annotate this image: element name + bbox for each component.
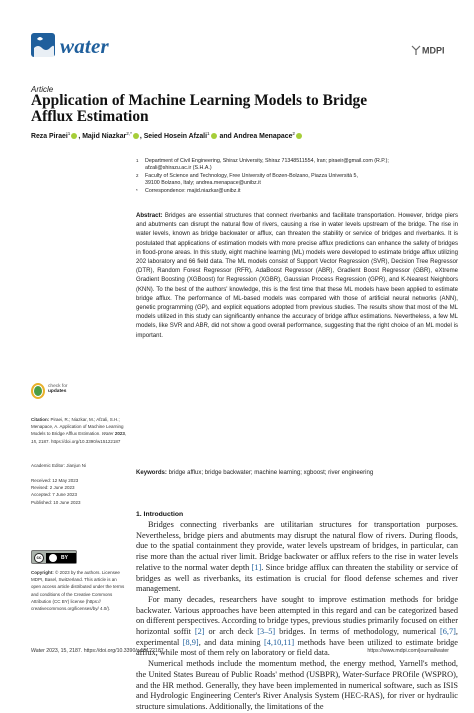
journal-name[interactable]: water (60, 34, 109, 58)
text-run: , and data mining (198, 637, 264, 647)
footer-journal: Water (31, 648, 45, 654)
affiliation-line: afzali@shirazu.ac.ir (S.H.A.) (145, 165, 212, 172)
affiliation-mark: * (136, 187, 138, 193)
affiliation-line: Department of Civil Engineering, Shiraz University, Shiraz 71348511554, Iran; piraeir@gmail.com (R.P.); (145, 158, 389, 164)
editor-name: Jianjun Ni (66, 463, 87, 468)
journal-header (0, 0, 474, 70)
academic-editor (31, 462, 127, 469)
citation-link[interactable]: [4,10,11] (263, 637, 295, 647)
date-published: Published: 10 June 2023 (31, 499, 81, 505)
check-updates-line-2: updates (48, 389, 67, 395)
cc-icon: cc (34, 553, 44, 563)
citation-link[interactable]: [8,9] (182, 637, 199, 647)
orcid-icon[interactable] (71, 133, 77, 139)
author-affil-sup: 1 (67, 131, 71, 136)
author-separator: , (139, 133, 142, 140)
abstract-label: Abstract: (136, 213, 163, 219)
citation-link[interactable]: [2] (194, 627, 205, 637)
text-run: For many decades, researchers have sought to improve estimation methods for bridge backwater. Various approaches have been attempted in this regard and can be categorized based on different perspectives. According to bridge types, previous studies primarily focused on either horizontal soffit (136, 594, 458, 637)
affiliation-mark: 2 (136, 172, 139, 178)
affiliation-1 (136, 158, 456, 173)
copyright-notice (31, 569, 127, 612)
affiliation-list (136, 158, 456, 195)
paragraph (136, 520, 458, 595)
orcid-icon[interactable] (296, 133, 302, 139)
by-label: BY (61, 555, 68, 561)
keywords-label: Keywords: (136, 470, 167, 476)
citation-doi[interactable]: , 2187. https://doi.org/10.3390/w15122187 (36, 438, 121, 444)
author-name[interactable]: Reza Piraei (31, 133, 68, 140)
keywords-text: bridge afflux; bridge backwater; machine learning; xgboost; river engineering (168, 470, 374, 476)
introduction-body (136, 520, 458, 713)
copyright-text: © 2023 by the authors. Licensee MDPI, Basel, Switzerland. This article is an open access article distributed under the terms and conditions of the Creative Commons Attribution (CC BY) license (https:// creativecommons.org/licenses/by/ 4.0/). (31, 570, 125, 612)
text-run: methods have been utilized to estimate bridge afflux, while most of them rely on laboratory or field data. (136, 637, 458, 658)
author-separator: and (217, 133, 232, 140)
copyright-label: Copyright: (31, 570, 54, 575)
citation-link[interactable]: [3–5] (257, 627, 276, 637)
text-run: , experimental (136, 627, 458, 647)
author-name[interactable]: Majid Niazkar (82, 133, 127, 140)
section-heading-introduction: 1. Introduction (136, 511, 184, 518)
author-name[interactable]: Andrea Menapace (233, 133, 293, 140)
orcid-icon[interactable] (133, 133, 139, 139)
author-separator: , (78, 133, 81, 140)
author-affil-sup: 1 (207, 131, 210, 136)
article-type: Article (31, 85, 54, 94)
citation-link[interactable]: [6,7] (440, 627, 456, 637)
check-updates-text (48, 384, 67, 395)
abstract (136, 212, 458, 341)
editor-label: Academic Editor: (31, 463, 66, 468)
paragraph: Numerical methods include the momentum method, the energy method, Yarnell's method, the United States Bureau of Public Roads' method (USBPR), Water-Surface PROfile (WSPRO), and the HR method. Generally, they have been implemented in numerical software, such as ISIS and Hydrologic Engineering Center's River Analysis System (HEC-RAS), for river or hydraulic structure simulations. Additionally, the limitations of the (136, 659, 458, 711)
water-logo-icon (31, 33, 55, 57)
text-run: bridges. In terms of methodology, numerical (275, 627, 440, 637)
citation-year: 2023 (114, 431, 125, 437)
footer-journal-url[interactable]: https://www.mdpi.com/journal/water (367, 648, 449, 654)
footer-citation-text[interactable]: 2023, 15, 2187. https://doi.org/10.3390/w15122187 (46, 648, 164, 654)
citation-journal: Water (101, 431, 114, 437)
keywords (136, 469, 458, 478)
orcid-icon[interactable] (211, 133, 217, 139)
date-received: Received: 12 May 2023 (31, 478, 79, 483)
date-revised: Revised: 2 June 2023 (31, 485, 75, 491)
title-line-1: Application of Machine Learning Models to Bridge (31, 92, 368, 109)
article-title (31, 93, 451, 125)
correspondence (136, 188, 456, 195)
citation-link[interactable]: [1] (251, 562, 262, 572)
date-accepted: Accepted: 7 June 2023 (31, 492, 78, 498)
text-run: Bridges connecting riverbanks are utilitarian structures for transportation purposes. Nevertheless, bridge piers and abutments may disrupt the natural flow of rivers. During floods, due to the spatial containment they provide, water levels upstream of bridges, in particular, can rise more than the actual river limit. Bridge backwater or afflux refers to the rise in water levels relative to the normal water depth (136, 520, 458, 572)
footer-citation (31, 648, 164, 654)
affiliation-mark: 1 (136, 158, 139, 163)
text-run: or arch deck (204, 627, 258, 637)
affiliation-2 (136, 173, 456, 188)
check-updates-line-1: check for (48, 384, 68, 389)
person-icon (49, 554, 57, 562)
affiliation-line: Faculty of Science and Technology, Free University of Bozen-Bolzano, Piazza Università 5, (145, 172, 358, 179)
correspondence-line: Correspondence: majid.niazkar@unibz.it (145, 187, 241, 194)
title-line-2: Afflux Estimation (31, 108, 149, 125)
cc-by-license-badge[interactable] (31, 550, 77, 564)
author-affil-sup: 2 (292, 131, 295, 136)
by-attribution (46, 553, 76, 563)
check-for-updates-button[interactable] (31, 383, 75, 401)
author-name[interactable]: Seied Hosein Afzali (143, 133, 208, 140)
mdpi-logo[interactable] (409, 43, 449, 57)
citation-block: Citation: Piraei, R.; Niazkar, M.; Afzali, S.H.; Menapace, A. Application of Machine Learning Models to Bridge Afflux Estimation. Water 2023, 15, 2187. https://doi.org/10.3390/w15122187 (31, 417, 127, 444)
abstract-text: Bridges are essential structures that connect riverbanks and facilitate transportation. However, bridge piers and abutments can disrupt the natural flow of rivers, causing a rise in water levels upstream of the bridge. The rise in water levels, known as bridge backwater or afflux, can threaten the stability or service of bridges and riverbanks. It is postulated that applications of estimation models with more precise afflux predictions can enhance the safety of bridges in flood-prone areas. In this study, eight machine learning (ML) models were developed to estimate bridge afflux utilizing 202 laboratory and 66 field data. The ML models consist of Support Vector Regression (SVR), Decision Tree Regressor (DTR), Random Forest Regressor (RFR), AdaBoost Regressor (ABR), Gradient Boost Regressor (GBR), eXtreme Gradient Boosting (XGBoost) for Regression (XGBR), Gaussian Process Regression (GPR), and K-Nearest Neighbors (KNN). To the best of the authors' knowledge, this is the first time that these ML models have been applied to estimate bridge afflux. The performance of ML-based models was compared with those of artificial neural networks (ANN), genetic programming (GP), and explicit equations adopted from previous studies. The results show that most of the ML models utilized in this study can significantly enhance the accuracy of bridge afflux estimations. Nevertheless, a few ML models, like SVR and ABR, did not show a good overall performance, suggesting that the right choice of an ML model is important. (136, 213, 458, 339)
author-list (31, 131, 461, 140)
mdpi-logo-text: MDPI (422, 45, 445, 56)
text-run: . Since bridge afflux can threaten the stability or service of bridges as well as riverbanks, its estimation is crucial for flood defense schemes and river management. (136, 562, 458, 594)
author-affil-sup: 2,* (126, 131, 132, 136)
affiliation-line: 39100 Bolzano, Italy; andrea.menapace@unibz.it (145, 180, 261, 187)
citation-label: Citation: (31, 417, 50, 422)
citation-volume: 15 (31, 438, 37, 444)
check-updates-icon (31, 383, 45, 399)
citation-text: Piraei, R.; Niazkar, M.; Afzali, S.H.; Menapace, A. Application of Machine Learning Models to Bridge Afflux Estimation. (31, 417, 124, 437)
publication-dates (31, 477, 127, 506)
